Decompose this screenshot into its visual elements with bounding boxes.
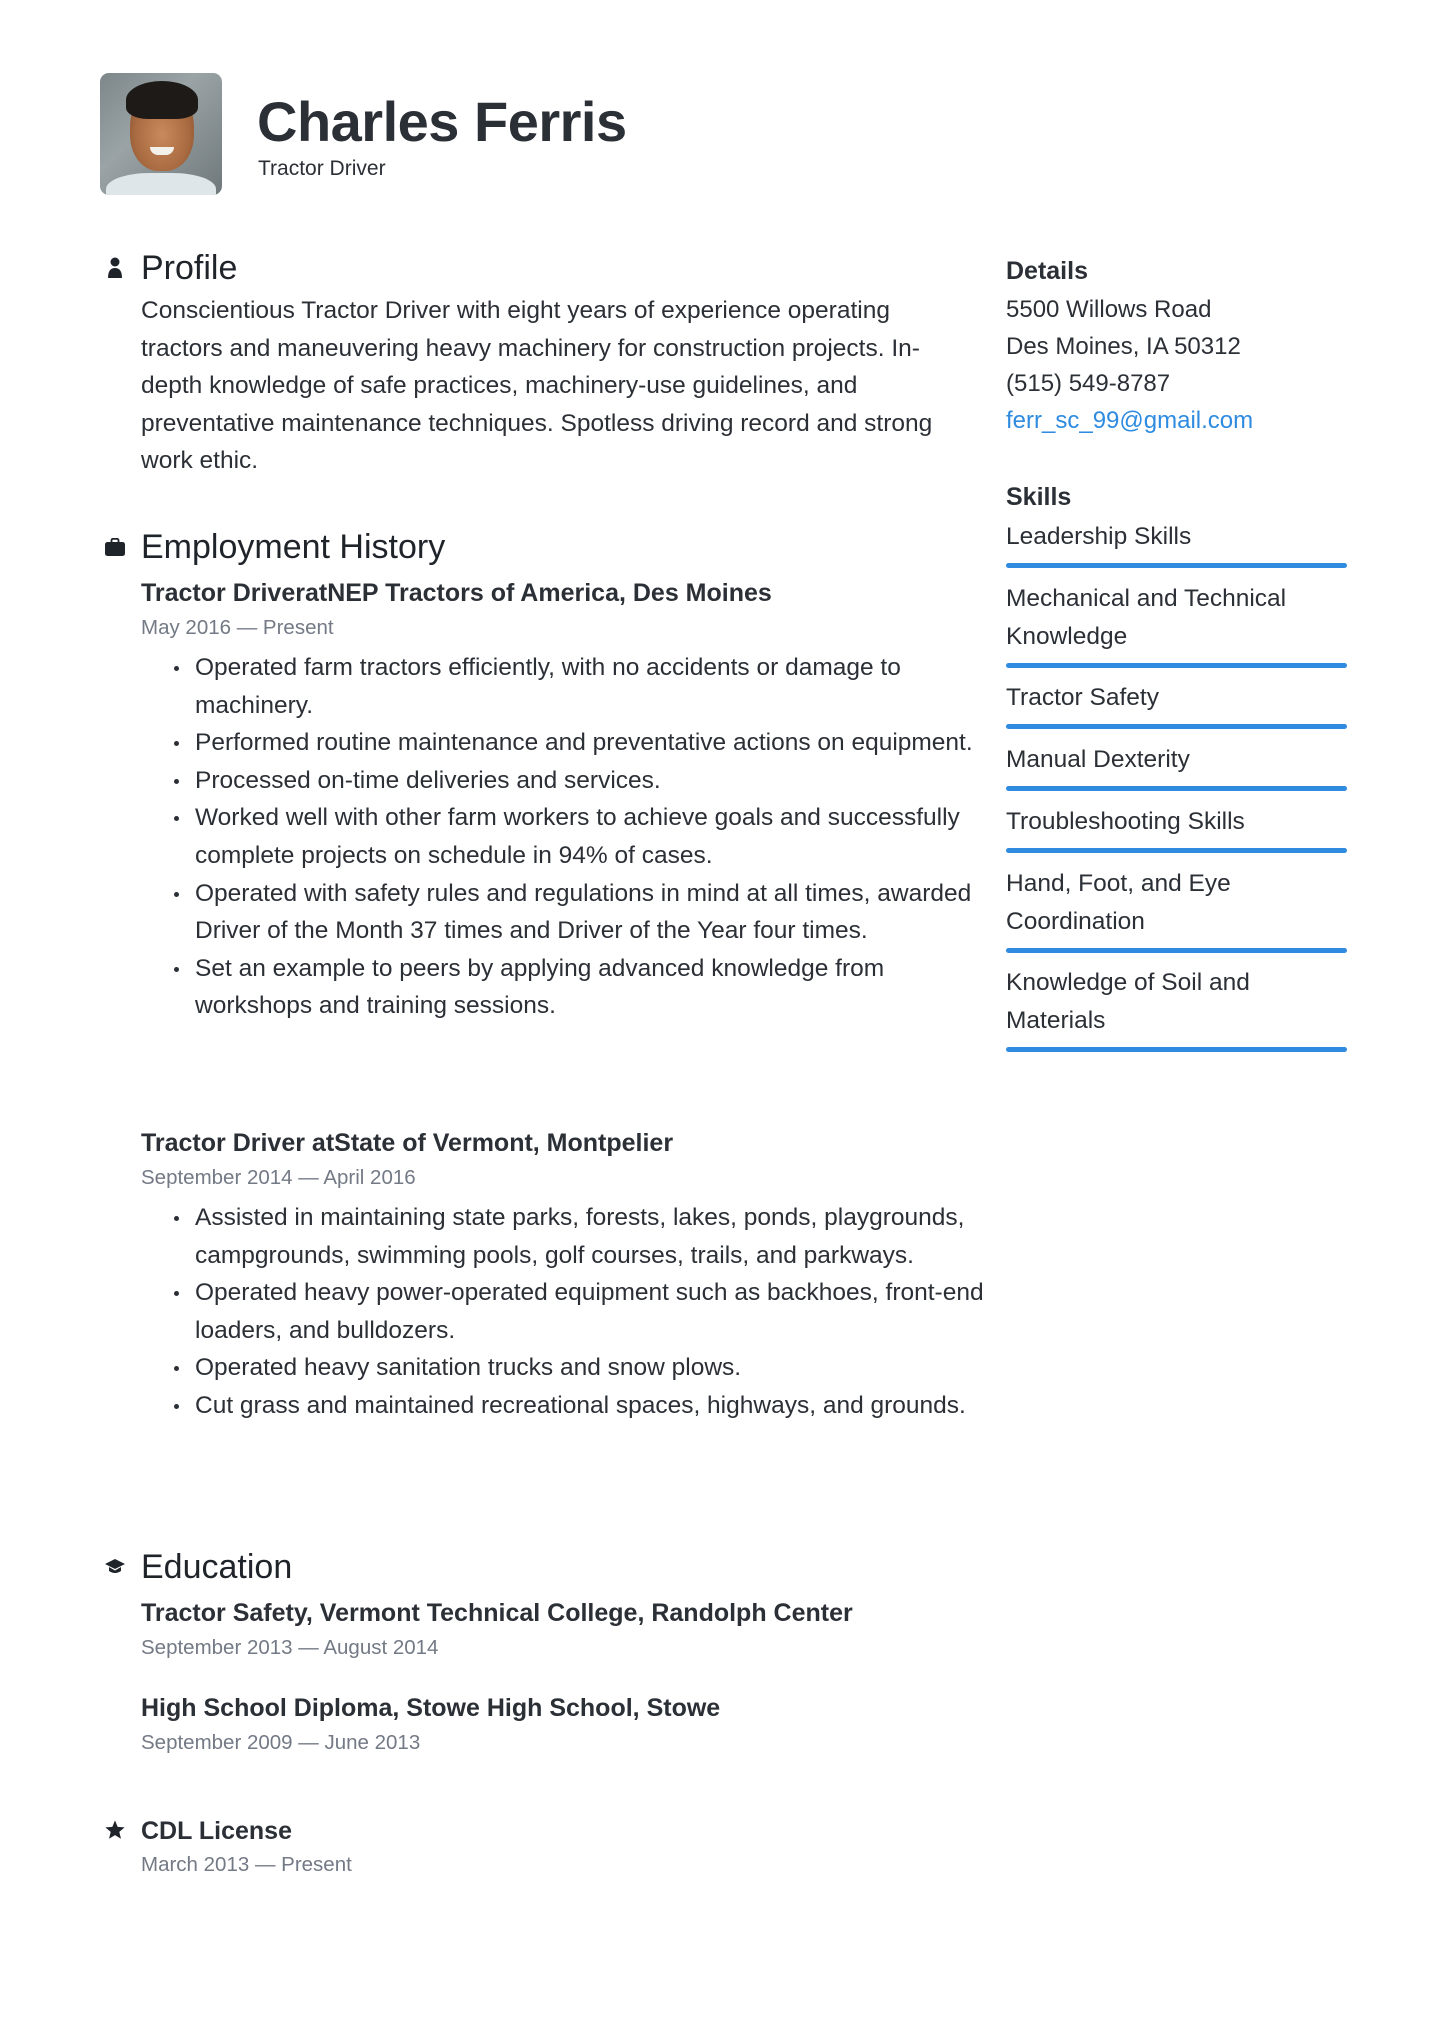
job-bullet: Operated with safety rules and regulations in mind at all times, awarded Driver of the Month 37 times and Driver of the Year four times. — [195, 875, 985, 950]
address-line-1: 5500 Willows Road — [1006, 296, 1212, 323]
photo-hair — [126, 81, 198, 119]
profile-summary: Conscientious Tractor Driver with eight years of experience operating tractors and maneuvering heavy machinery for construction projects. In-depth knowledge of safe practices, machinery-use guidelines, and preventative maintenance techniques. Spotless driving record and strong work ethic. — [141, 297, 933, 475]
profile-heading: Profile — [141, 249, 238, 287]
skill-item — [1006, 580, 1346, 655]
job-bullet: Cut grass and maintained recreational spaces, highways, and grounds. — [195, 1387, 985, 1425]
skill-label: Troubleshooting Skills — [1006, 808, 1245, 835]
job-bullets-1 — [195, 649, 985, 1025]
skill-label: Knowledge of Soil and Materials — [1006, 969, 1250, 1034]
skill-item — [1006, 518, 1346, 556]
skill-level-bar — [1006, 724, 1347, 729]
briefcase-icon — [102, 534, 128, 560]
job-bullet: Operated farm tractors efficiently, with no accidents or damage to machinery. — [195, 649, 985, 724]
job-bullets-2 — [195, 1199, 985, 1425]
certification-heading-row — [100, 1808, 128, 1852]
job-bullet: Processed on-time deliveries and services. — [195, 762, 985, 800]
education-dates-1: September 2013 — August 2014 — [141, 1636, 439, 1659]
certification-dates: March 2013 — Present — [141, 1853, 352, 1876]
skill-level-bar — [1006, 786, 1347, 791]
star-icon — [102, 1817, 128, 1843]
person-icon — [102, 255, 128, 281]
skill-level-bar — [1006, 663, 1347, 668]
address-line-2: Des Moines, IA 50312 — [1006, 333, 1241, 360]
certification-title: CDL License — [141, 1817, 292, 1845]
job-bullet: Operated heavy sanitation trucks and snow plows. — [195, 1349, 985, 1387]
employment-heading: Employment History — [141, 528, 446, 566]
skill-label: Tractor Safety — [1006, 684, 1159, 711]
skill-label: Mechanical and Technical Knowledge — [1006, 585, 1287, 650]
phone-number: (515) 549-8787 — [1006, 370, 1171, 397]
job-bullet: Performed routine maintenance and preventative actions on equipment. — [195, 724, 985, 762]
job-title-2: Tractor Driver atState of Vermont, Montpelier — [141, 1129, 674, 1157]
skill-label: Leadership Skills — [1006, 523, 1192, 550]
employment-section-heading — [100, 525, 446, 569]
details-heading: Details — [1006, 257, 1088, 285]
job-dates-1: May 2016 — Present — [141, 616, 334, 639]
skill-level-bar — [1006, 563, 1347, 568]
skill-item — [1006, 679, 1346, 717]
education-section-heading — [100, 1545, 293, 1589]
skill-level-bar — [1006, 848, 1347, 853]
job-bullet: Set an example to peers by applying advanced knowledge from workshops and training sessions. — [195, 950, 985, 1025]
skill-item — [1006, 964, 1346, 1039]
job-title-1: Tractor DriveratNEP Tractors of America, Des Moines — [141, 579, 772, 607]
skill-item — [1006, 865, 1346, 940]
skill-label: Hand, Foot, and Eye Coordination — [1006, 870, 1231, 935]
job-bullet: Worked well with other farm workers to achieve goals and successfully complete projects on schedule in 94% of cases. — [195, 799, 985, 874]
profile-photo — [100, 73, 222, 195]
job-bullet: Operated heavy power-operated equipment such as backhoes, front-end loaders, and bulldozers. — [195, 1274, 985, 1349]
skill-item — [1006, 741, 1346, 779]
email-link[interactable]: ferr_sc_99@gmail.com — [1006, 407, 1254, 434]
skill-label: Manual Dexterity — [1006, 746, 1190, 773]
candidate-name: Charles Ferris — [257, 90, 627, 153]
graduation-cap-icon — [102, 1554, 128, 1580]
skill-level-bar — [1006, 948, 1347, 953]
job-dates-2: September 2014 — April 2016 — [141, 1166, 416, 1189]
education-title-1: Tractor Safety, Vermont Technical College, Randolph Center — [141, 1599, 853, 1627]
profile-section-heading — [100, 246, 238, 290]
skill-level-bar — [1006, 1047, 1347, 1052]
education-heading: Education — [141, 1548, 293, 1586]
candidate-job-title: Tractor Driver — [258, 157, 386, 180]
education-dates-2: September 2009 — June 2013 — [141, 1731, 421, 1754]
skills-heading: Skills — [1006, 483, 1072, 511]
job-bullet: Assisted in maintaining state parks, forests, lakes, ponds, playgrounds, campgrounds, swimming pools, golf courses, trails, and parkways. — [195, 1199, 985, 1274]
photo-shirt — [106, 173, 216, 195]
skill-item — [1006, 803, 1346, 841]
education-title-2: High School Diploma, Stowe High School, Stowe — [141, 1694, 721, 1722]
